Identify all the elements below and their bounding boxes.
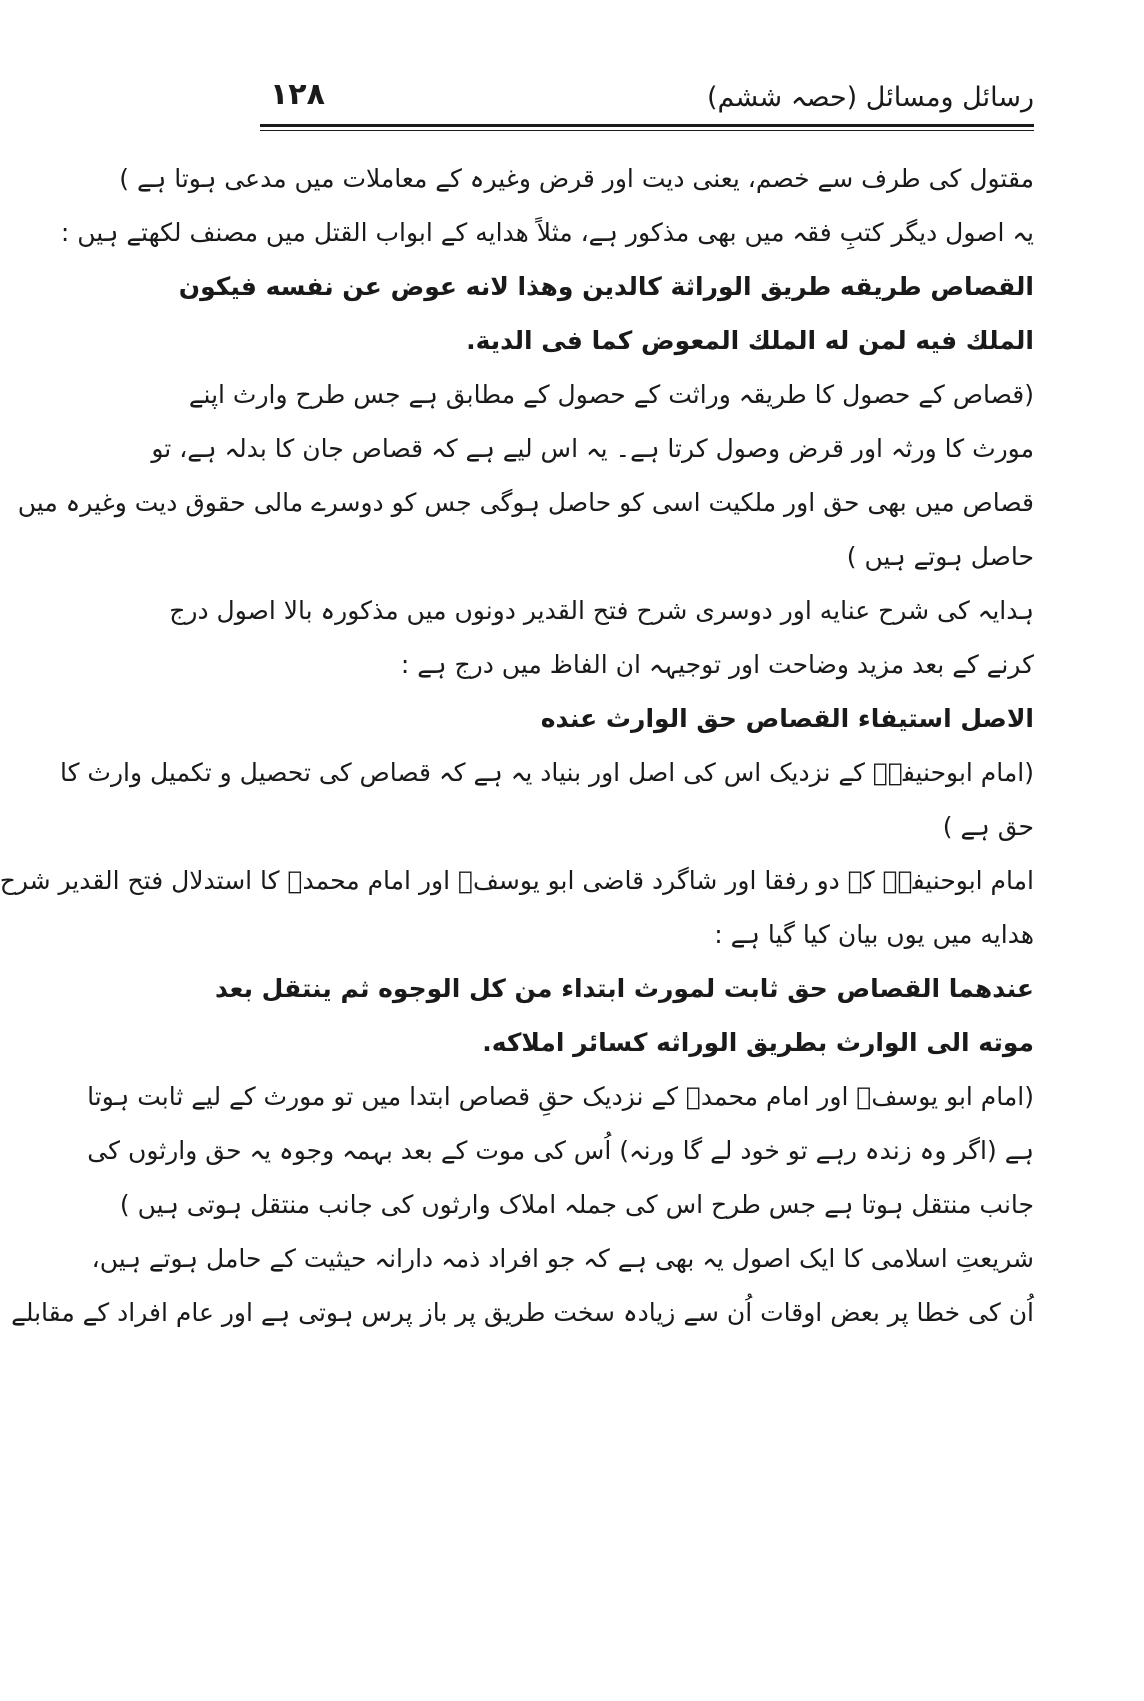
text-line: هدایه میں یوں بیان کیا گیا ہے : [714, 920, 1034, 949]
text-line: قصاص میں بھی حق اور ملکیت اسی کو حاصل ہوگی جس کو دوسرے مالی حقوق دیت وغیرہ میں [17, 488, 1034, 517]
text-line: امام ابوحنیفہؒ کے دو رفقا اور شاگرد قاضی ابو یوسفؒ اور امام محمدؒ کا استدلال فتح القدیر شرح [0, 866, 1034, 895]
text-line: حق ہے ) [942, 812, 1034, 841]
text-line: یہ اصول دیگر کتبِ فقہ میں بھی مذکور ہے، مثلاً هدایه کے ابواب القتل میں مصنف لکھتے ہیں : [60, 218, 1034, 247]
text-line: مقتول کی طرف سے خصم، یعنی دیت اور قرض وغیرہ کے معاملات میں مدعی ہوتا ہے ) [119, 164, 1034, 193]
arabic-quote-line: القصاص طريقه طريق الوراثة كالدين وهذا لانه عوض عن نفسه فيكون [178, 272, 1034, 301]
text-line: اُن کی خطا پر بعض اوقات اُن سے زیادہ سخت طریق پر باز پرس ہوتی ہے اور عام افراد کے مقابلے [11, 1298, 1034, 1327]
text-line: ہے (اگر وہ زندہ رہے تو خود لے گا ورنہ) اُس کی موت کے بعد بہمہ وجوہ یہ حق وارثوں کی [87, 1136, 1034, 1165]
text-line: کرنے کے بعد مزید وضاحت اور توجیہہ ان الفاظ میں درج ہے : [400, 650, 1034, 679]
arabic-quote-line: الاصل استيفاء القصاص حق الوارث عنده [540, 704, 1034, 733]
book-title: رسائل ومسائل (حصہ ششم) [706, 82, 1034, 113]
page-number: ۱۲۸ [270, 77, 325, 112]
page-header [260, 72, 1034, 122]
header-rule [260, 124, 1034, 127]
text-line: حاصل ہوتے ہیں ) [846, 542, 1034, 571]
arabic-quote-line: موته الى الوارث بطريق الوراثه كسائر املاكه. [482, 1028, 1034, 1057]
text-line: جانب منتقل ہوتا ہے جس طرح اس کی جملہ املاک وارثوں کی جانب منتقل ہوتی ہیں ) [119, 1190, 1034, 1219]
text-line: (قصاص کے حصول کا طریقہ وراثت کے حصول کے مطابق ہے جس طرح وارث اپنے [188, 380, 1034, 409]
header-rule-thin [260, 130, 1034, 131]
text-line: مورث کا ورثہ اور قرض وصول کرتا ہے۔ یہ اس لیے ہے کہ قصاص جان کا بدلہ ہے، تو [151, 434, 1034, 463]
text-line: (امام ابوحنیفہؒ کے نزدیک اس کی اصل اور بنیاد یہ ہے کہ قصاص کی تحصیل و تکمیل وارث کا [59, 758, 1034, 787]
text-line: ہدایہ کی شرح عنایه اور دوسری شرح فتح القدیر دونوں میں مذکورہ بالا اصول درج [169, 596, 1034, 625]
text-line: شریعتِ اسلامی کا ایک اصول یہ بھی ہے کہ جو افراد ذمہ دارانہ حیثیت کے حامل ہوتے ہیں، [91, 1244, 1034, 1273]
arabic-quote-line: الملك فيه لمن له الملك المعوض كما فى الدية. [466, 326, 1034, 355]
text-line: (امام ابو یوسفؒ اور امام محمدؒ کے نزدیک حقِ قصاص ابتدا میں تو مورث کے لیے ثابت ہوتا [87, 1082, 1034, 1111]
arabic-quote-line: عندهما القصاص حق ثابت لمورث ابتداء من كل الوجوه ثم ينتقل بعد [215, 974, 1034, 1003]
body-text [0, 152, 1034, 1340]
